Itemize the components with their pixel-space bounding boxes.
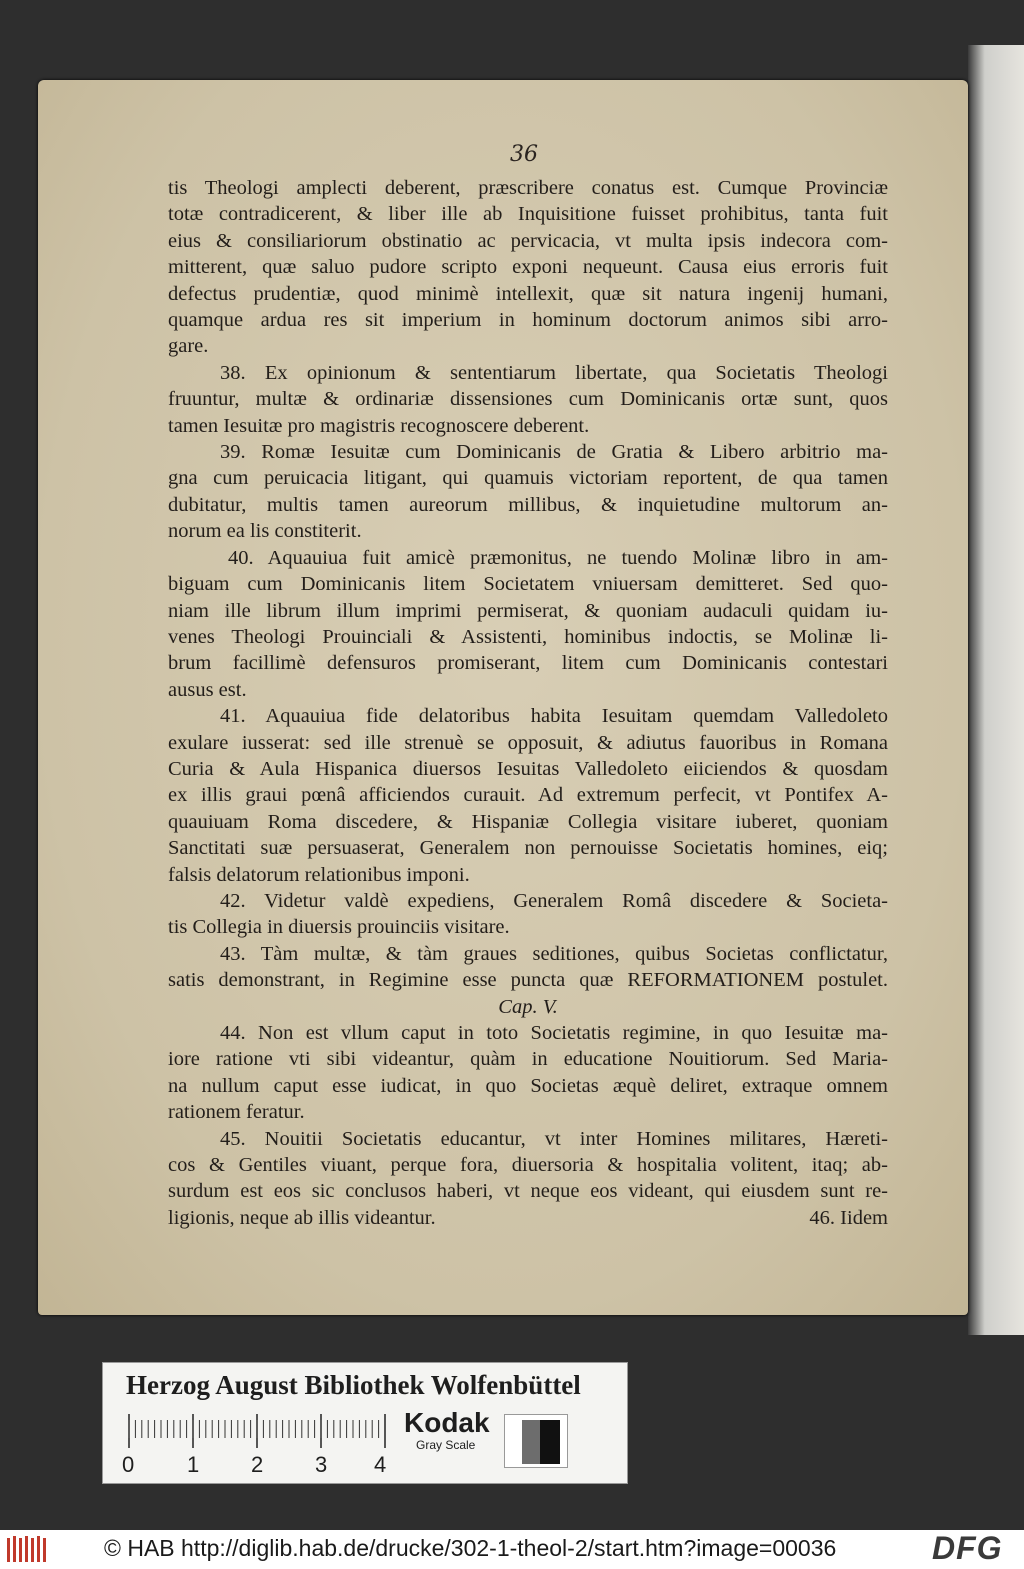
text-line: norum ea lis constiterit.	[168, 520, 362, 543]
text-line: mitterent, quæ saluo pudore scripto exponi nequeunt. Causa eius erroris fuit	[168, 256, 888, 279]
text-line: iore ratione vti sibi videantur, quàm in educatione Nouitiorum. Sed Maria-	[168, 1048, 888, 1071]
text-line: satis demonstrant, in Regimine esse puncta quæ REFORMATIONEM postulet.	[168, 969, 888, 992]
text-line: na nullum caput esse iudicat, in quo Societas æquè deliret, extraque omnem	[168, 1074, 888, 1097]
ruler-label: 2	[251, 1452, 264, 1477]
dfg-logo: DFG	[932, 1530, 1003, 1566]
kodak-logo: Kodak	[404, 1407, 490, 1438]
text-line: Sanctitati suæ persuaserat, Generalem non pernouisse Societatis homines, eiq;	[168, 837, 888, 860]
paragraph-42-start: 42. Videtur valdè expediens, Generalem Româ discedere & Societa-	[220, 889, 888, 912]
text-line: fruuntur, multæ & ordinariæ dissensiones cum Dominicanis ortæ sunt, quos	[168, 388, 888, 411]
text-line: totæ contradicerent, & liber ille ab Inquisitione fuisset prohibitus, tanta fuit	[168, 203, 888, 226]
text-line: gna cum peruicacia litigant, qui quamuis victoriam reportent, de qua tamen	[168, 467, 888, 490]
barcode-logo-icon	[6, 1534, 48, 1564]
library-name: Herzog August Bibliothek Wolfenbüttel	[126, 1370, 581, 1400]
text-line: defectus prudentiæ, quod minimè intellexit, quæ sit natura ingenij humani,	[168, 282, 888, 305]
text-line: biguam cum Dominicanis litem Societatem vniuersam demitteret. Sed quo-	[168, 573, 888, 596]
text-line: cos & Gentiles viuant, perque fora, diuersoria & hospitalia volitent, itaq; ab-	[168, 1154, 888, 1177]
page-text	[168, 175, 888, 1231]
text-line: rationem feratur.	[168, 1101, 305, 1124]
text-line: exulare iusserat: sed ille strenuè se opposuit, & adiutus fauoribus in Romana	[168, 731, 888, 754]
text-line: niam ille librum illum imprimi permiserat, & quoniam audaculi quidam iu-	[168, 599, 888, 622]
text-line: brum facillimè defensuros promiserant, litem cum Dominicanis contestari	[168, 652, 888, 675]
ruler-label: 1	[187, 1452, 200, 1477]
chapter-heading: Cap. V.	[498, 995, 558, 1018]
text-line: ausus est.	[168, 678, 247, 701]
paragraph-40-start: 40. Aquauiua fuit amicè præmonitus, ne tuendo Molinæ libro in am-	[228, 546, 888, 569]
gray-patch-mid	[522, 1420, 540, 1464]
ruler-scale	[128, 1412, 386, 1448]
text-line: tis Collegia in diuersis prouinciis visitare.	[168, 916, 510, 939]
text-line: venes Theologi Prouinciali & Assistenti, hominibus indoctis, se Molinæ li-	[168, 625, 888, 648]
ruler-label: 4	[374, 1452, 387, 1477]
page-number: 36	[510, 142, 538, 167]
ruler-label: 3	[315, 1452, 328, 1477]
text-line: gare.	[168, 335, 209, 358]
paragraph-45-start: 45. Nouitii Societatis educantur, vt inter Homines militares, Hæreti-	[220, 1127, 888, 1150]
adjacent-page-edge	[968, 45, 1024, 1335]
text-line: quamque ardua res sit imperium in hominum doctorum animos sibi arro-	[168, 309, 888, 332]
copyright-url: © HAB http://diglib.hab.de/drucke/302-1-theol-2/start.htm?image=00036	[104, 1535, 837, 1561]
text-line: tis Theologi amplecti deberent, præscribere conatus est. Cumque Provinciæ	[168, 177, 888, 199]
catchword: 46. Iidem	[809, 1206, 888, 1229]
gray-patch-dark	[540, 1420, 560, 1464]
last-line-with-catchword	[168, 1205, 888, 1231]
text-line: dubitatur, multis tamen aureorum millibus, & inquietudine multorum an-	[168, 493, 888, 516]
paragraph-41-start: 41. Aquauiua fide delatoribus habita Iesuitam quemdam Valledoleto	[220, 705, 888, 728]
paragraph-38-start: 38. Ex opinionum & sententiarum libertate, qua Societatis Theologi	[220, 361, 888, 384]
text-line: falsis delatorum relationibus imponi.	[168, 863, 470, 886]
text-line: eius & consiliariorum obstinatio ac pervicacia, vt multa ipsis indecora com-	[168, 229, 888, 252]
paragraph-43-start: 43. Tàm multæ, & tàm graues seditiones, quibus Societas conflictatur,	[220, 942, 888, 965]
text-line: ex illis graui pœnâ afficiendos curauit. Ad extremum perfecit, vt Pontifex A-	[168, 784, 888, 807]
text-line: Curia & Aula Hispanica diuersos Iesuitas Valledoleto eiiciendos & quosdam	[168, 757, 888, 780]
text-line: quauiuam Roma discedere, & Hispaniæ Collegia visitare iuberet, quoniam	[168, 810, 888, 833]
gray-scale-label: Gray Scale	[416, 1438, 476, 1452]
text-line: ligionis, neque ab illis videantur.	[168, 1206, 436, 1229]
ruler-label: 0	[122, 1452, 135, 1477]
paragraph-39-start: 39. Romæ Iesuitæ cum Dominicanis de Gratia & Libero arbitrio ma-	[220, 441, 888, 464]
paragraph-44-start: 44. Non est vllum caput in toto Societatis regimine, in quo Iesuitæ ma-	[220, 1022, 888, 1044]
text-line: surdum est eos sic conclusos haberi, vt neque eos videant, qui eiusdem sunt re-	[168, 1180, 888, 1203]
text-line: tamen Iesuitæ pro magistris recognoscere deberent.	[168, 414, 590, 437]
